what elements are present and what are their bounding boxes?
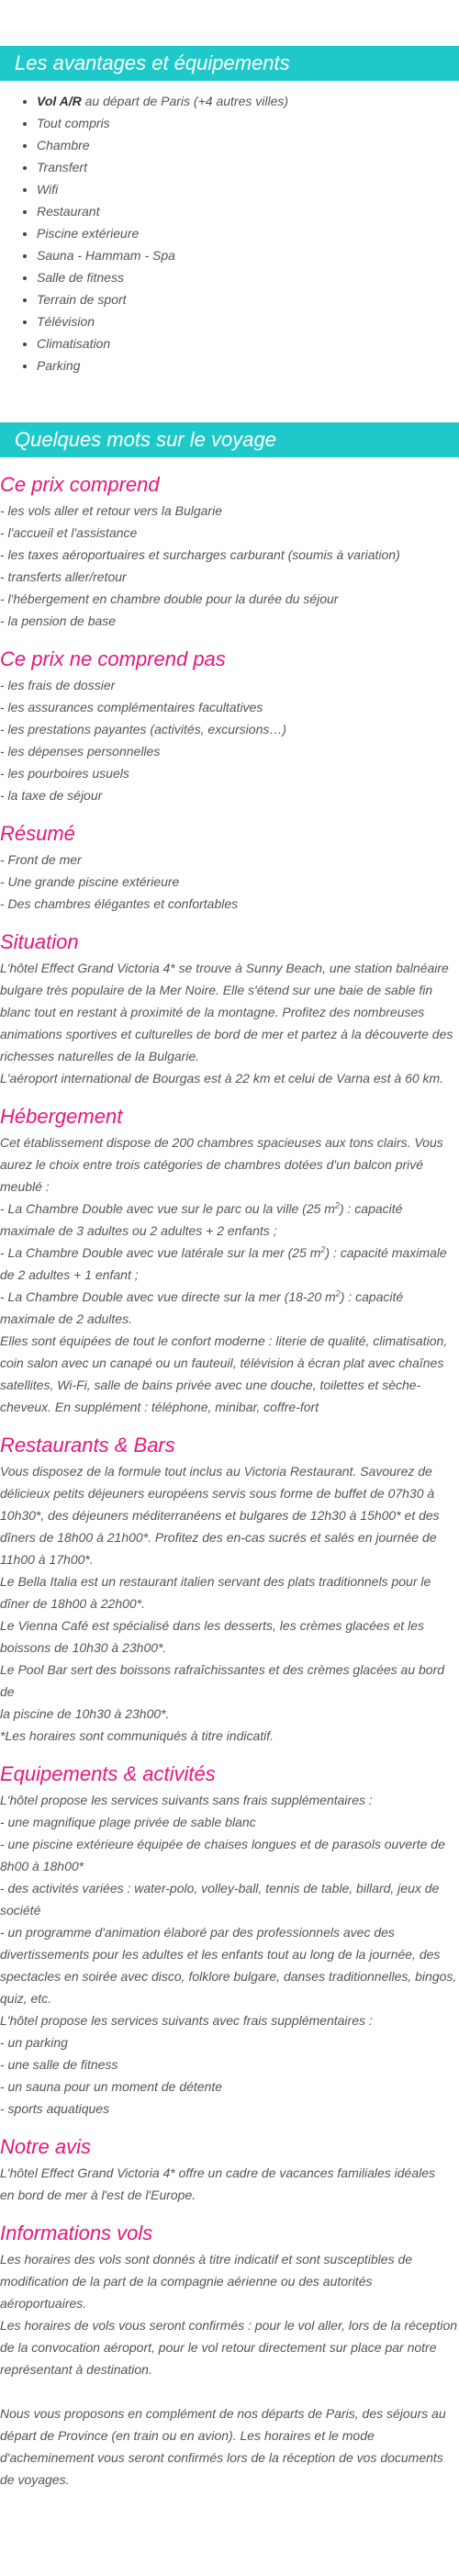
text-line: de 2 adultes + 1 enfant ; — [0, 1267, 139, 1282]
section-included — [0, 470, 459, 632]
superscript: 2 — [334, 1200, 340, 1210]
text-line: de la convocation aéroport, pour le vol retour directement sur place par notre — [0, 2340, 437, 2355]
text-line: Les horaires des vols sont donnés à titre indicatif et sont susceptibles de — [0, 2252, 413, 2267]
text-line: Le Vienna Café est spécialisé dans les desserts, les crèmes glacées et les — [0, 1618, 424, 1633]
section-title: Résumé — [0, 822, 75, 845]
section-summary — [0, 819, 459, 915]
section-title: Situation — [0, 930, 79, 953]
section-situation — [0, 928, 459, 1089]
text-line: aurez le choix entre trois catégories de chambres dotées d'un balcon privé — [0, 1157, 424, 1172]
text-line: départ de Province (en train ou en avion). Les horaires et le mode — [0, 2428, 375, 2443]
text-line: - un programme d'animation élaboré par des professionnels avec des — [0, 1925, 395, 1940]
room-text: - La Chambre Double avec vue sur le parc ou la ville (25 m — [0, 1201, 335, 1216]
text-line: - la pension de base — [0, 613, 117, 628]
text-line: 8h00 à 18h00* — [0, 1859, 84, 1873]
feature-item: • Salle de fitness — [37, 266, 459, 288]
feature-flight-bold: Vol A/R — [37, 94, 82, 108]
room-line — [0, 1242, 459, 1264]
text-line: délicieux petits déjeuners européens servis sous forme de buffet de 07h30 à — [0, 1486, 435, 1501]
text-line: - Une grande piscine extérieure — [0, 874, 180, 889]
text-line: modification de la part de la compagnie aérienne ou des autorités — [0, 2274, 373, 2289]
text-line: d'acheminement vous seront confirmés lors de la réception de vos documents — [0, 2450, 443, 2465]
feature-item: • Télévision — [37, 310, 459, 332]
section-title: Equipements & activités — [0, 1762, 216, 1785]
room-text: ) : capacité — [339, 1201, 403, 1216]
text-line: - les taxes aéroportuaires et surcharges carburant (soumis à variation) — [0, 547, 400, 562]
text-line: - une salle de fitness — [0, 2057, 118, 2072]
text-line: - la taxe de séjour — [0, 788, 103, 803]
text-line: cheveux. En supplément : téléphone, minibar, coffre-fort — [0, 1400, 319, 1414]
feature-item: • Piscine extérieure — [37, 222, 459, 244]
feature-flight-rest: au départ de Paris (+4 autres villes) — [81, 94, 289, 108]
feature-item-flight — [37, 90, 459, 112]
section-title: Ce prix ne comprend pas — [0, 647, 226, 670]
text-line: divertissements pour les adultes et les enfants tout au long de la journée, des — [0, 1947, 441, 1962]
section-title: Restaurants & Bars — [0, 1434, 175, 1457]
text-line: - transferts aller/retour — [0, 569, 127, 584]
text-line: coin salon avec un canapé ou un fauteuil, télévision à écran plat avec chaînes — [0, 1355, 444, 1370]
text-line: - un parking — [0, 2035, 68, 2050]
text-line: 11h00 à 17h00*. — [0, 1552, 94, 1567]
text-line: société — [0, 1903, 41, 1918]
section-title: Notre avis — [0, 2135, 92, 2158]
text-line: L'hôtel Effect Grand Victoria 4* se trouve à Sunny Beach, une station balnéaire — [0, 961, 449, 975]
text-line: 10h30*, des déjeuners méditerranéens et bulgares de 12h30 à 15h00* et des — [0, 1508, 440, 1523]
page — [0, 46, 459, 2491]
section-title: Ce prix comprend — [0, 473, 160, 496]
section-title: Informations vols — [0, 2222, 153, 2244]
text-line: *Les horaires sont communiqués à titre indicatif. — [0, 1728, 274, 1743]
section-title: Hébergement — [0, 1105, 123, 1128]
text-line: - l'hébergement en chambre double pour la durée du séjour — [0, 591, 339, 606]
text-line: dîner de 18h00 à 22h00*. — [0, 1596, 146, 1611]
text-line: - Front de mer — [0, 852, 82, 867]
feature-item: • Terrain de sport — [37, 288, 459, 310]
text-line: animations sportives et culturelles de bord de mer et partez à la découverte des — [0, 1027, 453, 1041]
text-line: Cet établissement dispose de 200 chambres spacieuses aux tons clairs. Vous — [0, 1135, 443, 1150]
text-line: Elles sont équipées de tout le confort moderne : literie de qualité, climatisation, — [0, 1333, 448, 1348]
feature-item: • Tout compris — [37, 112, 459, 134]
text-line: représentant à destination. — [0, 2362, 152, 2377]
section-flights — [0, 2219, 459, 2491]
trip-words-banner — [0, 422, 459, 457]
text-line: boissons de 10h30 à 23h00*. — [0, 1640, 167, 1655]
text-line: blanc tout en restant à proximité de la montagne. Profitez des nombreuses — [0, 1005, 425, 1019]
text-line: aéroportuaires. — [0, 2296, 87, 2311]
feature-item: • Climatisation — [37, 332, 459, 354]
text-line: L'hôtel Effect Grand Victoria 4* offre un cadre de vacances familiales idéales — [0, 2165, 436, 2180]
text-line: meublé : — [0, 1179, 50, 1194]
text-line: Les horaires de vols vous seront confirmés : pour le vol aller, lors de la réception — [0, 2318, 458, 2333]
feature-item: • Parking — [37, 354, 459, 377]
room-text: ) : capacité maximale — [325, 1245, 447, 1260]
section-opinion — [0, 2132, 459, 2206]
text-line: - les frais de dossier — [0, 678, 116, 692]
text-line: Le Bella Italia est un restaurant italien servant des plats traditionnels pour le — [0, 1574, 431, 1589]
advantages-title: Les avantages et équipements — [15, 51, 290, 74]
text-line: richesses naturelles de la Bulgarie. — [0, 1049, 200, 1063]
feature-item: • Sauna - Hammam - Spa — [37, 244, 459, 266]
text-line: Nous vous proposons en complément de nos départs de Paris, des séjours au — [0, 2406, 446, 2421]
superscript: 2 — [335, 1288, 341, 1299]
text-line: - les assurances complémentaires facultatives — [0, 700, 263, 714]
section-restaurants — [0, 1431, 459, 1747]
text-line: L'hôtel propose les services suivants avec frais supplémentaires : — [0, 2013, 373, 2028]
text-line: de voyages. — [0, 2472, 70, 2487]
text-line: Le Pool Bar sert des boissons rafraîchissantes et des crèmes glacées au bord de — [0, 1662, 445, 1699]
section-activities — [0, 1760, 459, 2120]
room-text: - La Chambre Double avec vue directe sur la mer (18-20 m — [0, 1289, 336, 1304]
text-line: maximale de 3 adultes ou 2 adultes + 2 enfants ; — [0, 1223, 277, 1238]
feature-item: • Restaurant — [37, 200, 459, 222]
text-line: satellites, Wi-Fi, salle de bains privée avec une douche, toilettes et sèche- — [0, 1378, 421, 1392]
feature-item: • Transfert — [37, 156, 459, 178]
text-line: - des activités variées : water-polo, volley-ball, tennis de table, billard, jeux de — [0, 1881, 440, 1895]
text-line: - l'accueil et l'assistance — [0, 525, 138, 540]
feature-item: • Wifi — [37, 178, 459, 200]
text-line: - un sauna pour un moment de détente — [0, 2079, 223, 2094]
text-line: - une magnifique plage privée de sable blanc — [0, 1815, 256, 1829]
room-line — [0, 1286, 459, 1308]
text-line: - sports aquatiques — [0, 2101, 110, 2116]
trip-words-title: Quelques mots sur le voyage — [15, 428, 276, 451]
section-lodging — [0, 1102, 459, 1418]
text-line: - les vols aller et retour vers la Bulgarie — [0, 503, 222, 518]
text-line: la piscine de 10h30 à 23h00*. — [0, 1706, 170, 1721]
text-line: - les prestations payantes (activités, excursions…) — [0, 722, 287, 737]
features-list — [0, 90, 459, 377]
text-line: - une piscine extérieure équipée de chaises longues et de parasols ouverte de — [0, 1837, 445, 1851]
room-text: ) : capacité — [340, 1289, 404, 1304]
superscript: 2 — [320, 1244, 326, 1254]
room-line — [0, 1198, 459, 1220]
text-line: - Des chambres élégantes et confortables — [0, 896, 239, 911]
text-line: spectacles en soirée avec disco, folklore bulgare, danses traditionnelles, bingos, — [0, 1969, 457, 1984]
room-text: - La Chambre Double avec vue latérale sur la mer (25 m — [0, 1245, 321, 1260]
text-line: en bord de mer à l'est de l'Europe. — [0, 2188, 196, 2202]
feature-item: • Chambre — [37, 134, 459, 156]
blank-line — [0, 2380, 459, 2402]
text-line: maximale de 2 adultes. — [0, 1311, 132, 1326]
text-line: L'hôtel propose les services suivants sans frais supplémentaires : — [0, 1793, 373, 1807]
text-line: Vous disposez de la formule tout inclus au Victoria Restaurant. Savourez de — [0, 1464, 432, 1479]
text-line: bulgare très populaire de la Mer Noire. Elle s'étend sur une baie de sable fin — [0, 983, 433, 997]
section-excluded — [0, 645, 459, 806]
text-line: quiz, etc. — [0, 1991, 52, 2006]
text-line: dîners de 18h00 à 21h00*. Profitez des en-cas sucrés et salés en journée de — [0, 1530, 437, 1545]
text-line: - les dépenses personnelles — [0, 744, 161, 759]
advantages-banner — [0, 46, 459, 81]
text-line: L'aéroport international de Bourgas est à 22 km et celui de Varna est à 60 km. — [0, 1071, 444, 1086]
text-line: - les pourboires usuels — [0, 766, 129, 781]
